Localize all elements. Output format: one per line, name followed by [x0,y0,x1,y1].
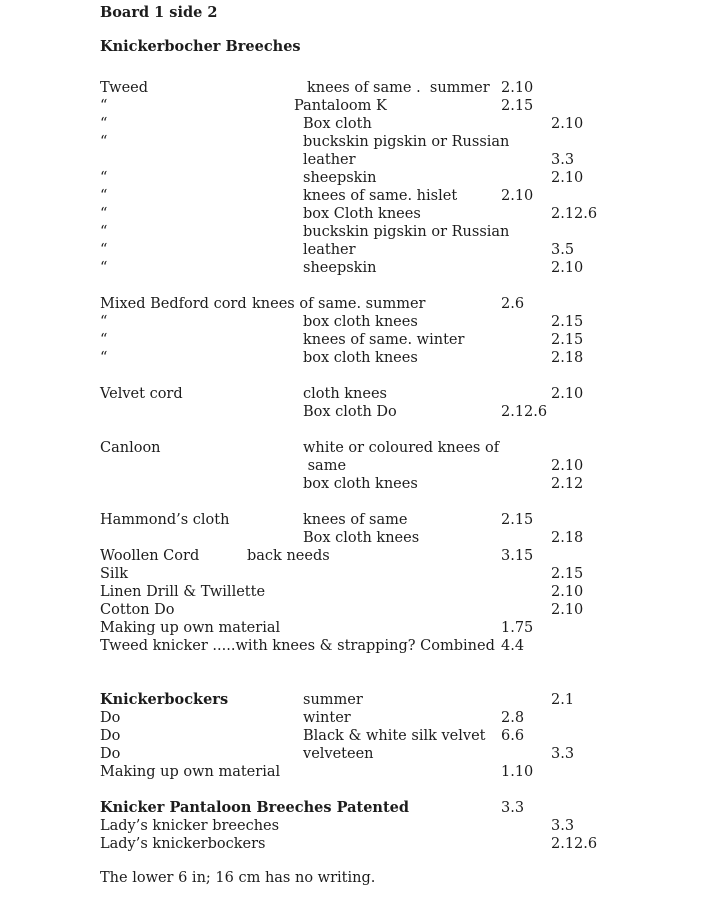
desc-cell: summer [303,692,363,708]
footnote: The lower 6 in; 16 cm has no writing. [100,870,376,886]
price-list-row [0,835,720,853]
price-list-row [0,331,720,349]
section-heading: Knickerbocher Breeches [100,38,301,55]
item-cell: Lady’s knickerbockers [100,836,266,852]
price-cell: 2.12.6 [501,404,548,420]
price-cell: 2.12 [551,476,584,492]
price-list-row [0,241,720,259]
price-list-row [0,601,720,619]
price-cell: 2.10 [501,188,534,204]
price-cell: 3.3 [551,818,575,834]
price-list-row [0,115,720,133]
price-cell: 2.10 [551,458,584,474]
desc-cell: Box cloth Do [303,404,397,420]
price-list-row [0,529,720,547]
price-list-row [0,511,720,529]
price-cell: 3.3 [551,152,575,168]
price-list-row [0,187,720,205]
price-list-row [0,547,720,565]
desc-cell: leather [303,242,356,258]
price-list-row [0,637,720,655]
price-cell: 4.4 [501,638,525,654]
item-cell: Tweed [100,80,149,96]
price-list-row [0,727,720,745]
page-title: Board 1 side 2 [100,4,218,21]
item-cell: Linen Drill & Twillette [100,584,266,600]
desc-cell: sheepskin [303,170,377,186]
desc-cell: box Cloth knees [303,206,421,222]
price-list-row [0,583,720,601]
item-cell: Tweed knicker .....with knees & strapping? Combined [100,638,495,654]
price-cell: 3.3 [501,800,525,816]
price-cell: 2.6 [501,296,525,312]
item-cell: Cotton Do [100,602,175,618]
item-cell: “ [100,116,108,132]
price-cell: 2.8 [501,710,525,726]
price-cell: 2.10 [501,80,534,96]
item-cell: “ [100,170,108,186]
price-cell: 2.15 [551,332,584,348]
price-cell: 2.10 [551,170,584,186]
price-list-row [0,763,720,781]
price-cell: 3.5 [551,242,575,258]
price-list-row [0,97,720,115]
desc-cell: knees of same . summer [307,80,490,96]
desc-cell: buckskin pigskin or Russian [303,134,510,150]
desc-cell: same [303,458,347,474]
price-list-row [0,439,720,457]
desc-cell: box cloth knees [303,476,418,492]
price-list-row [0,79,720,97]
item-cell: “ [100,314,108,330]
item-cell: Making up own material [100,764,281,780]
price-cell: 2.1 [551,692,575,708]
price-list-row [0,259,720,277]
desc-cell: knees of same. hislet [303,188,458,204]
item-cell: Hammond’s cloth [100,512,230,528]
price-list-row [0,295,720,313]
price-list-row [0,403,720,421]
price-cell: 2.18 [551,530,584,546]
item-cell: “ [100,224,108,240]
price-list-row [0,565,720,583]
item-cell: “ [100,206,108,222]
price-cell: 2.10 [551,584,584,600]
price-list-row [0,475,720,493]
price-list-row [0,709,720,727]
price-list-row [0,745,720,763]
desc-cell: back needs [247,548,330,564]
item-cell: Silk [100,566,128,582]
item-cell: “ [100,332,108,348]
desc-cell: Black & white silk velvet [303,728,486,744]
desc-cell: winter [303,710,351,726]
price-list-row [0,799,720,817]
item-cell: Lady’s knicker breeches [100,818,280,834]
item-cell: “ [100,98,108,114]
item-cell: “ [100,260,108,276]
price-cell: 2.15 [501,512,534,528]
item-cell: “ [100,188,108,204]
price-cell: 1.75 [501,620,534,636]
desc-cell: white or coloured knees of [303,440,500,456]
item-cell: Velvet cord [100,386,183,402]
price-cell: 2.12.6 [551,836,598,852]
price-cell: 2.10 [551,602,584,618]
item-cell: Mixed Bedford cord [100,296,247,312]
desc-cell: knees of same. winter [303,332,465,348]
price-list-row [0,817,720,835]
desc-cell: buckskin pigskin or Russian [303,224,510,240]
desc-cell: cloth knees [303,386,387,402]
item-cell: “ [100,134,108,150]
price-cell: 3.15 [501,548,534,564]
price-list-row [0,205,720,223]
price-cell: 6.6 [501,728,525,744]
price-list-row [0,385,720,403]
item-cell: Canloon [100,440,161,456]
item-cell: Knickerbockers [100,691,229,708]
item-cell: Making up own material [100,620,281,636]
price-cell: 1.10 [501,764,534,780]
item-cell: “ [100,350,108,366]
price-cell: 2.12.6 [551,206,598,222]
price-list-row [0,151,720,169]
desc-cell: Box cloth knees [303,530,420,546]
desc-cell: Pantaloom K [294,98,387,114]
price-cell: 2.18 [551,350,584,366]
item-cell: Woollen Cord [100,548,200,564]
desc-cell: Box cloth [303,116,372,132]
price-list-row [0,133,720,151]
price-cell: 3.3 [551,746,575,762]
price-list-row [0,169,720,187]
desc-cell: box cloth knees [303,314,418,330]
desc-cell: leather [303,152,356,168]
desc-cell: knees of same. summer [252,296,426,312]
price-cell: 2.15 [551,566,584,582]
desc-cell: sheepskin [303,260,377,276]
price-cell: 2.10 [551,116,584,132]
price-cell: 2.10 [551,386,584,402]
price-list-row [0,619,720,637]
price-list-row [0,457,720,475]
item-cell: “ [100,242,108,258]
item-cell: Knicker Pantaloon Breeches Patented [100,799,410,816]
price-cell: 2.10 [551,260,584,276]
desc-cell: velveteen [303,746,374,762]
price-list-row [0,691,720,709]
desc-cell: box cloth knees [303,350,418,366]
price-list-row [0,349,720,367]
item-cell: Do [100,710,121,726]
desc-cell: knees of same [303,512,408,528]
price-list-row [0,313,720,331]
item-cell: Do [100,728,121,744]
price-cell: 2.15 [551,314,584,330]
price-list-row [0,223,720,241]
price-cell: 2.15 [501,98,534,114]
item-cell: Do [100,746,121,762]
